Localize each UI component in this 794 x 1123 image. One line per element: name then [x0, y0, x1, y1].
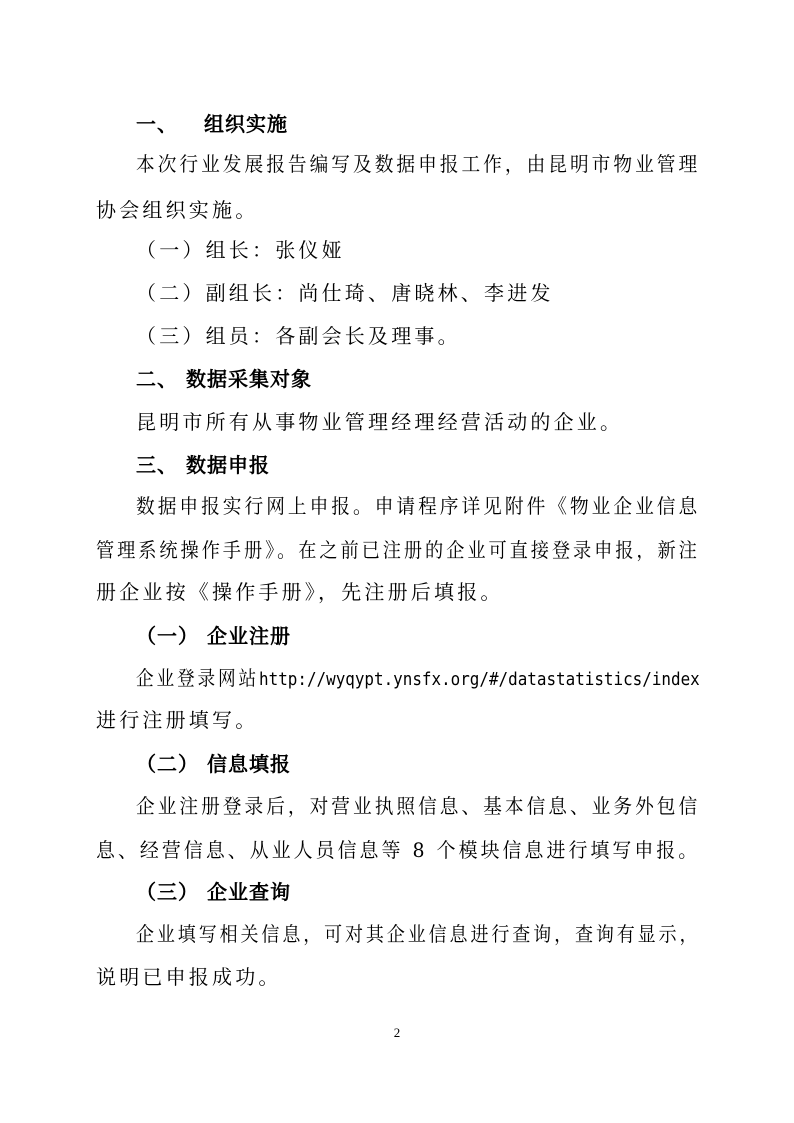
page-number: 2	[393, 1025, 401, 1040]
section-2-paragraph: 昆明市所有从事物业管理经理经营活动的企业。	[136, 410, 624, 434]
subsection-registration-line-1	[136, 664, 700, 694]
registration-text-prefix: 企业登录网站	[136, 666, 260, 690]
subsection-filing-heading: （二） 信息填报	[136, 752, 291, 776]
subsection-query-heading: （三） 企业查询	[136, 880, 291, 904]
subsection-filing-line-1: 企业注册登录后，对营业执照信息、基本信息、业务外包信	[136, 794, 701, 818]
registration-url: http://wyqypt.ynsfx.org/#/datastatistics/index	[259, 669, 700, 690]
section-3-paragraph-line-3: 册企业按《操作手册》，先注册后填报。	[96, 580, 504, 604]
subsection-filing-line-2: 息、经营信息、从业人员信息等 8 个模块信息进行填写申报。	[96, 838, 701, 862]
subsection-registration-line-2: 进行注册填写。	[96, 708, 259, 732]
section-1-item-1: （一）组长：张仪娅	[136, 238, 345, 262]
section-1-item-3: （三）组员：各副会长及理事。	[136, 324, 461, 348]
section-1-title: 组织实施	[204, 112, 288, 136]
section-1-number: 一、	[136, 112, 178, 136]
section-3-paragraph-line-2: 管理系统操作手册》。在之前已注册的企业可直接登录申报，新注	[96, 538, 700, 562]
subsection-query-line-2: 说明已申报成功。	[96, 965, 282, 989]
section-2-heading: 二、 数据采集对象	[136, 367, 312, 391]
section-3-paragraph-line-1: 数据申报实行网上申报。申请程序详见附件《物业企业信息	[136, 494, 701, 518]
section-1-heading	[136, 110, 700, 138]
section-1-paragraph-line-1: 本次行业发展报告编写及数据申报工作，由昆明市物业管理	[136, 152, 701, 176]
subsection-query-line-1: 企业填写相关信息，可对其企业信息进行查询，查询有显示，	[136, 922, 701, 946]
section-1-item-2: （二）副组长：尚仕琦、唐晓林、李进发	[136, 281, 554, 305]
section-1-paragraph-line-2: 协会组织实施。	[96, 198, 259, 222]
subsection-registration-heading: （一） 企业注册	[136, 624, 291, 648]
section-3-heading: 三、 数据申报	[136, 453, 270, 477]
